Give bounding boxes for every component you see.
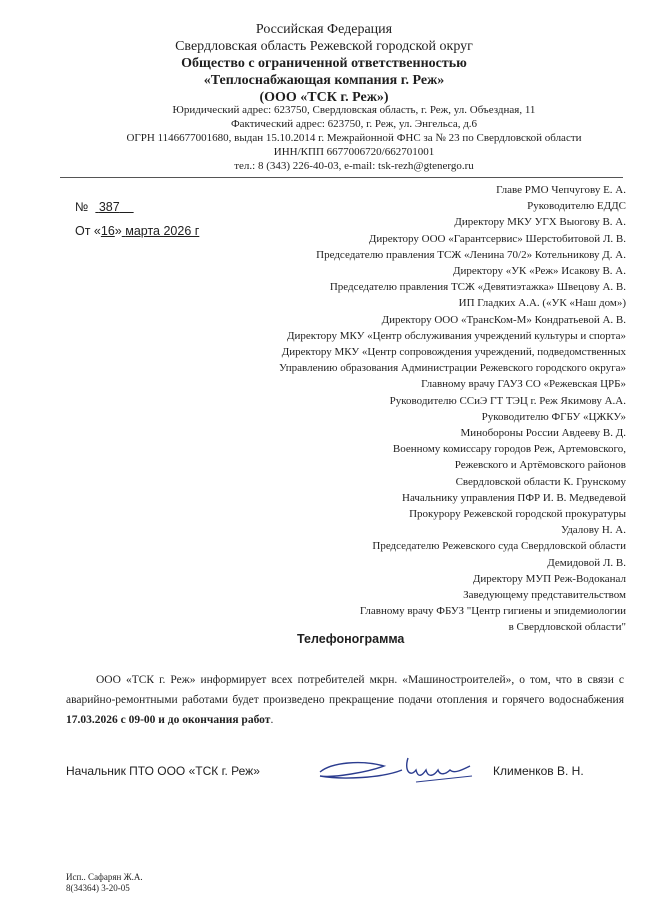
doc-date-prefix: От « bbox=[75, 224, 101, 238]
recipient-line: Директору ООО «ТрансКом-М» Кондратьевой А. В. bbox=[381, 313, 626, 326]
doc-date-quote: » bbox=[114, 224, 122, 238]
recipient-line: Председателю Режевского суда Свердловской области bbox=[372, 540, 626, 553]
recipients-list bbox=[206, 182, 626, 636]
recipient-line: Директору ООО «Гарантсервис» Шерстобитовой Л. В. bbox=[368, 232, 626, 245]
recipient-line: в Свердловской области" bbox=[508, 621, 626, 634]
recipient-line: Военному комиссару городов Реж, Артемовского, bbox=[392, 443, 626, 456]
recipient-line: Директору МКУ УГХ Выогову В. А. bbox=[454, 216, 626, 229]
recipient-line: Управлению образования Администрации Режевского городского округа» bbox=[278, 362, 626, 375]
recipient-line: Руководителю ФГБУ «ЦЖКУ» bbox=[481, 410, 626, 423]
header-contacts: тел.: 8 (343) 226-40-03, e-mail: tsk-rezh@gtenergo.ru bbox=[234, 160, 474, 172]
body-highlight: 17.03.2026 с 09-00 и до окончания работ bbox=[66, 714, 271, 726]
header-org-type: Общество с ограниченной ответственностью bbox=[181, 56, 467, 71]
executor-phone: 8(34364) 3-20-05 bbox=[66, 883, 130, 893]
header-actual-address: Фактический адрес: 623750, г. Реж, ул. Энгельса, д.6 bbox=[230, 118, 478, 130]
recipient-line: Директору МКУ «Центр сопровождения учреждений, подведомственных bbox=[281, 346, 626, 359]
recipient-line: Директору МКУ «Центр обслуживания учреждений культуры и спорта» bbox=[287, 329, 626, 342]
recipient-line: Председателю правления ТСЖ «Девятиэтажка» Швецову А. В. bbox=[329, 281, 626, 294]
recipient-line: Минобороны России Авдееву В. Д. bbox=[460, 427, 626, 440]
body-end: . bbox=[270, 714, 274, 726]
doc-title: Телефонограмма bbox=[297, 632, 405, 646]
recipient-line: Демидовой Л. В. bbox=[547, 556, 626, 569]
recipient-line: Главе РМО Чепчугову Е. А. bbox=[496, 184, 626, 196]
header-inn: ИНН/КПП 6677006720/662701001 bbox=[273, 146, 435, 158]
header-ogrn: ОГРН 1146677001680, выдан 15.10.2014 г. Межрайонной ФНС за № 23 по Свердловской области bbox=[126, 132, 582, 144]
recipient-line: Директору «УК «Реж» Исакову В. А. bbox=[452, 265, 626, 278]
recipient-line: Руководителю ССиЭ ГТ ТЭЦ г. Реж Якимову А.А. bbox=[389, 394, 626, 407]
recipient-line: Свердловской области К. Грунскому bbox=[455, 475, 626, 488]
recipient-line: Начальнику управления ПФР И. В. Медведевой bbox=[402, 491, 626, 504]
doc-number-label: № bbox=[75, 200, 89, 214]
recipient-line: Главному врачу ГАУЗ СО «Режевская ЦРБ» bbox=[421, 378, 626, 391]
header-legal-address: Юридический адрес: 623750, Свердловская область, г. Реж, ул. Объездная, 11 bbox=[172, 104, 536, 116]
doc-body bbox=[66, 670, 624, 730]
doc-number-value: 387 bbox=[98, 200, 120, 214]
header-region: Свердловская область Режевской городской округ bbox=[175, 39, 473, 54]
doc-date-day: 16 bbox=[100, 224, 115, 238]
executor-name: Исп.. Сафарян Ж.А. bbox=[66, 872, 143, 882]
recipient-line: Режевского и Артёмовского районов bbox=[454, 459, 626, 472]
signer-position: Начальник ПТО ООО «ТСК г. Реж» bbox=[66, 764, 260, 778]
recipient-line: Главному врачу ФБУЗ "Центр гигиены и эпидемиологии bbox=[359, 605, 626, 618]
body-text: ООО «ТСК г. Реж» информирует всех потребителей мкрн. «Машиностроителей», о том, что в связи с аварийно-ремонтными работами будет произведено прекращение подачи отопления и горячего водоснабжения bbox=[66, 674, 624, 706]
recipient-line: Прокурору Режевской городской прокуратуры bbox=[409, 508, 626, 521]
recipient-line: ИП Гладких А.А. («УК «Наш дом») bbox=[458, 297, 626, 310]
recipient-line: Директору МУП Реж-Водоканал bbox=[472, 572, 626, 585]
header-org-short: (ООО «ТСК г. Реж») bbox=[259, 90, 389, 105]
recipient-line: Председателю правления ТСЖ «Ленина 70/2» Котельникову Д. А. bbox=[316, 248, 626, 261]
doc-number bbox=[75, 200, 134, 214]
header-divider bbox=[60, 177, 623, 178]
doc-date bbox=[75, 224, 199, 238]
recipient-line: Руководителю ЕДДС bbox=[527, 200, 626, 213]
handwritten-signature bbox=[312, 748, 482, 792]
header-org-name: «Теплоснабжающая компания г. Реж» bbox=[203, 73, 445, 88]
signer-name: Клименков В. Н. bbox=[493, 764, 584, 778]
recipient-line: Удалову Н. А. bbox=[560, 524, 626, 537]
doc-date-month: марта bbox=[125, 224, 160, 238]
recipient-line: Заведующему представительством bbox=[463, 589, 626, 602]
doc-date-year: 2026 г bbox=[163, 224, 200, 238]
header-country: Российская Федерация bbox=[255, 22, 393, 37]
